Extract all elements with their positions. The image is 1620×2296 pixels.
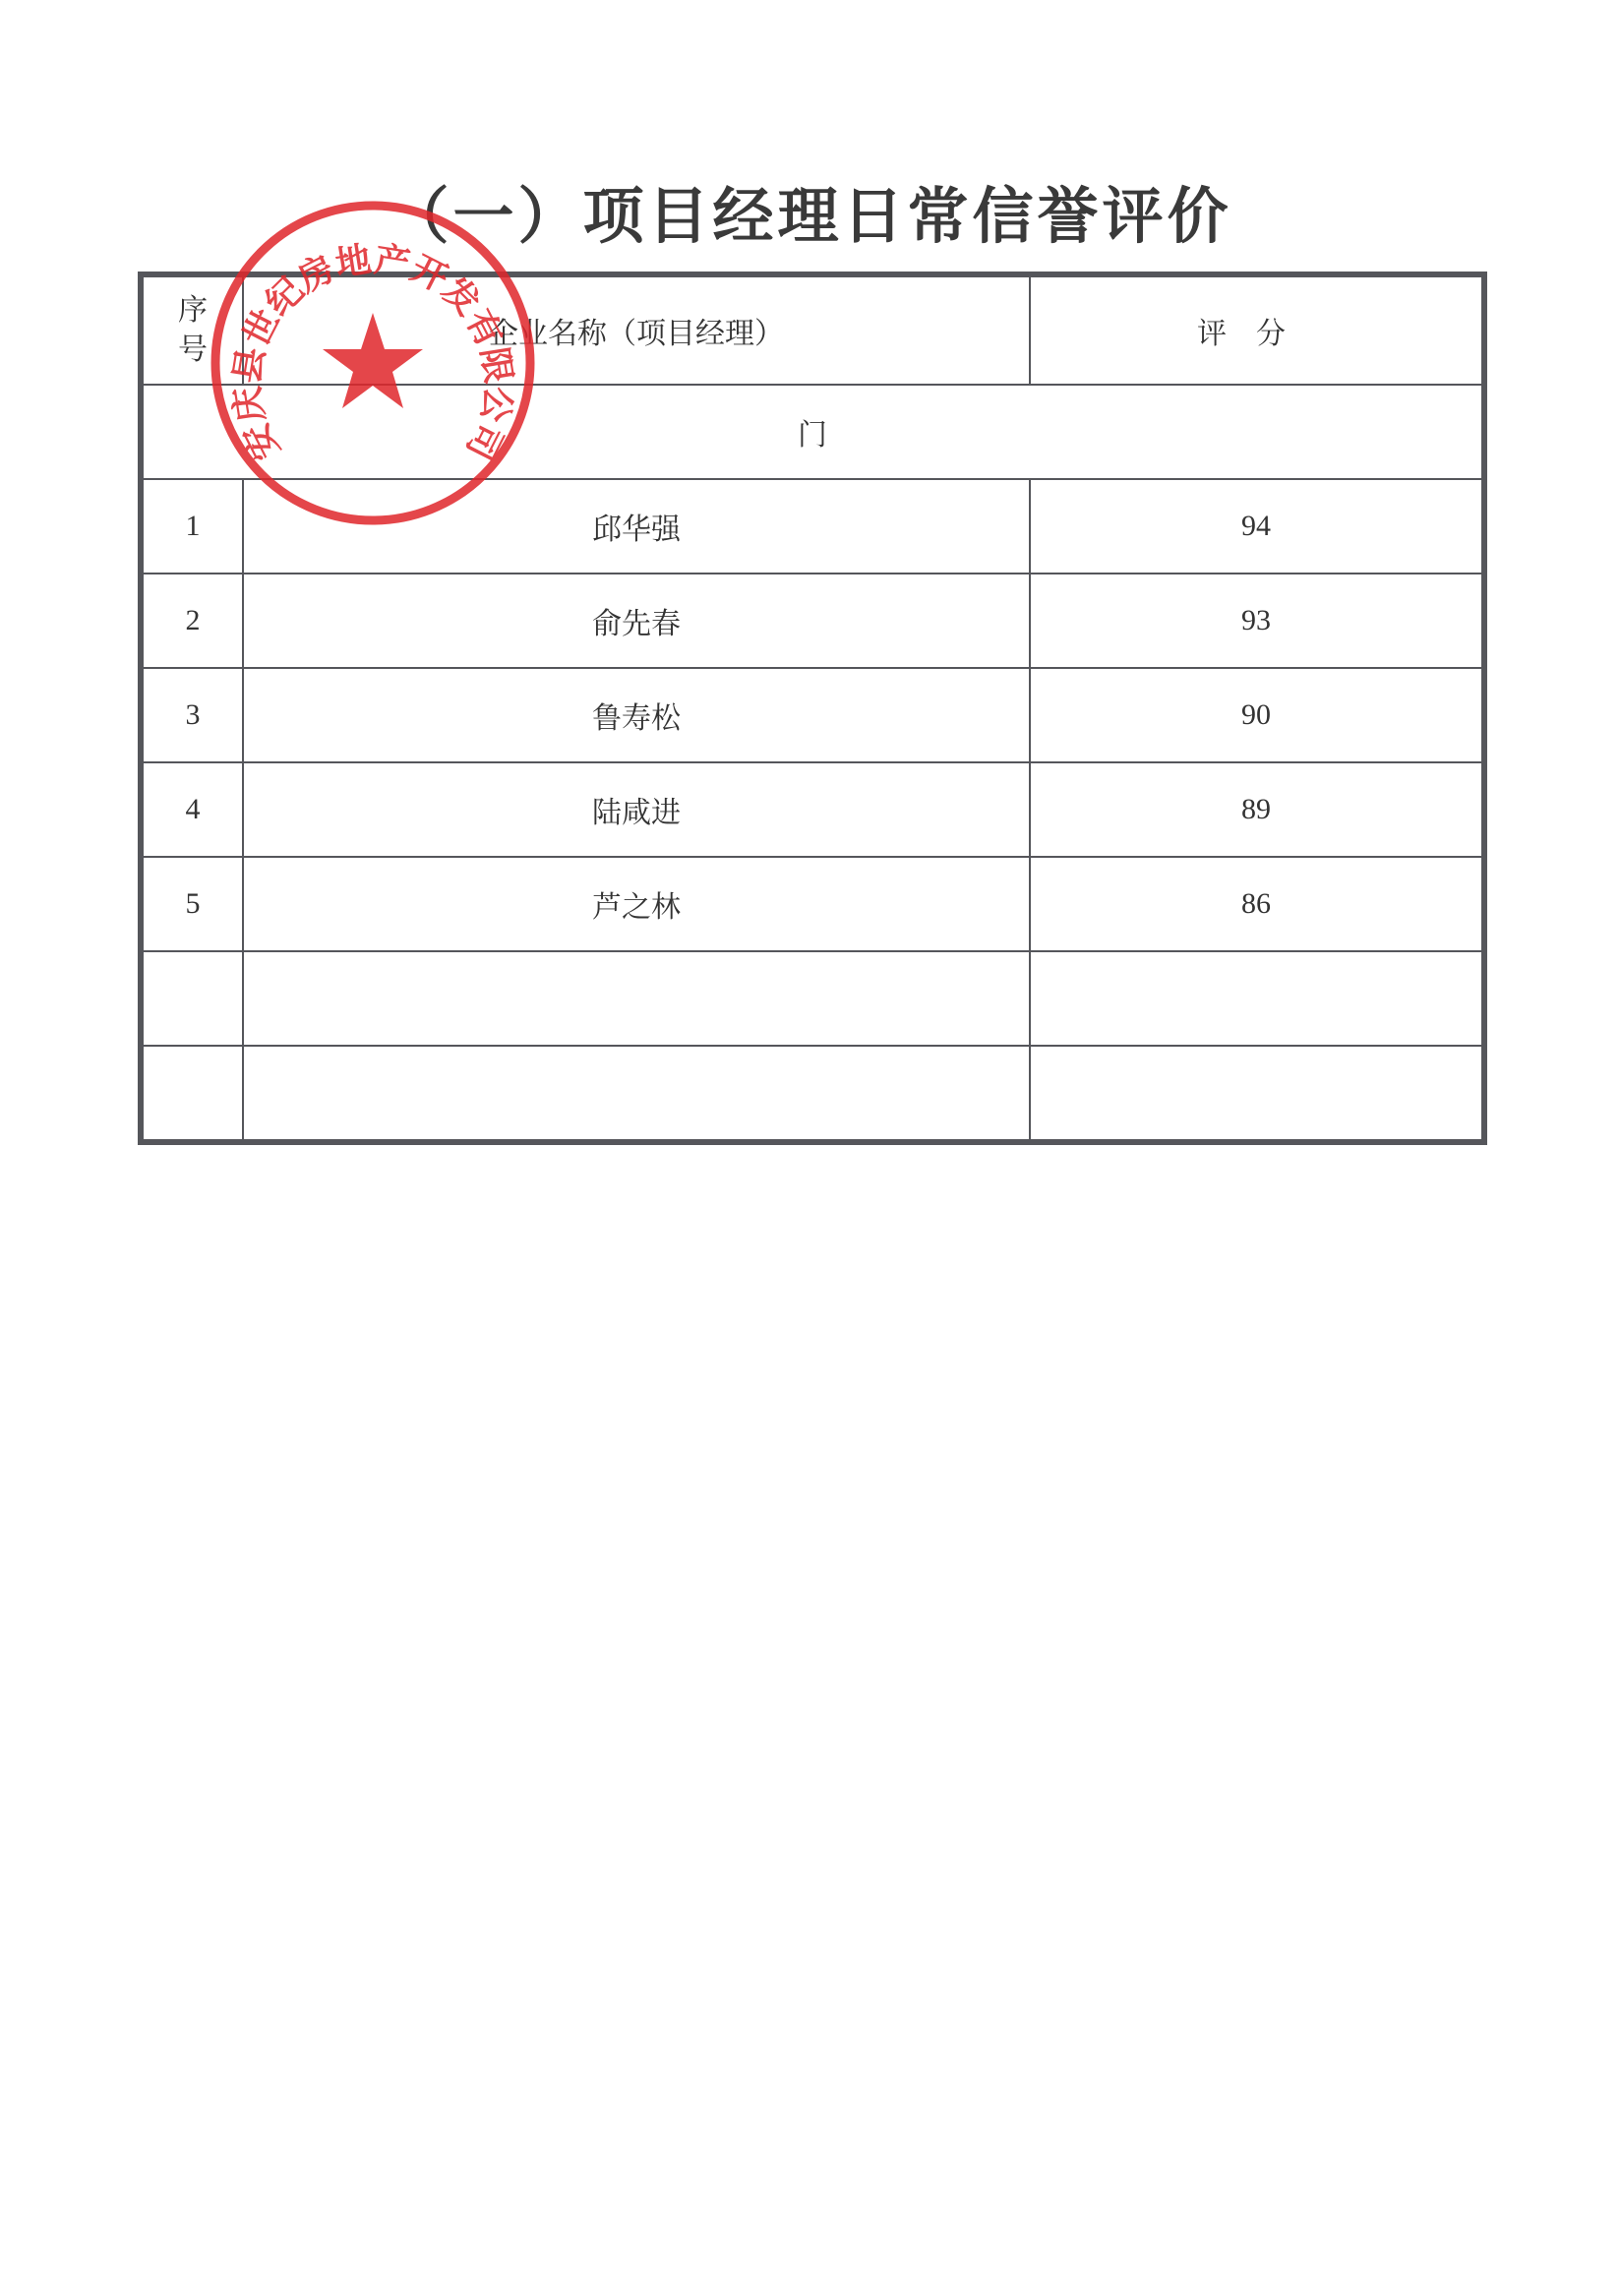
row-name-cell: 陆咸进	[243, 762, 1030, 857]
row-seq-cell	[143, 951, 243, 1046]
row-name-cell	[243, 951, 1030, 1046]
row-score-cell	[1030, 1046, 1482, 1140]
seal-text: 安庆县世纪房地产开发有限公司	[226, 239, 519, 466]
header-name: 企业名称（项目经理）	[243, 276, 1030, 385]
header-score: 评分	[1030, 276, 1482, 385]
row-score-cell: 90	[1030, 668, 1482, 762]
table-row	[143, 762, 1482, 857]
page-title: （一）项目经理日常信誉评价	[388, 180, 1232, 252]
row-score-cell: 94	[1030, 479, 1482, 574]
row-seq-cell: 5	[143, 857, 243, 951]
table-row	[143, 951, 1482, 1046]
row-score-cell: 89	[1030, 762, 1482, 857]
row-name-cell: 鲁寿松	[243, 668, 1030, 762]
row-name-cell: 芦之林	[243, 857, 1030, 951]
row-name-cell: 俞先春	[243, 574, 1030, 668]
row-score-cell: 93	[1030, 574, 1482, 668]
header-seq-line-2: 号	[178, 332, 208, 367]
table-row	[143, 574, 1482, 668]
row-seq-cell: 2	[143, 574, 243, 668]
row-name-cell	[243, 1046, 1030, 1140]
header-seq-line-1: 序	[178, 293, 208, 328]
table-row	[143, 857, 1482, 951]
row-seq-cell: 4	[143, 762, 243, 857]
table-row	[143, 1046, 1482, 1140]
row-seq-cell	[143, 1046, 243, 1140]
category-cell: 门	[143, 385, 1482, 479]
row-seq-cell: 1	[143, 479, 243, 574]
table-row	[143, 668, 1482, 762]
row-seq-cell: 3	[143, 668, 243, 762]
row-score-cell: 86	[1030, 857, 1482, 951]
row-name-cell: 邱华强	[243, 479, 1030, 574]
company-seal	[207, 197, 539, 529]
row-score-cell	[1030, 951, 1482, 1046]
seal-star-icon	[323, 313, 423, 408]
